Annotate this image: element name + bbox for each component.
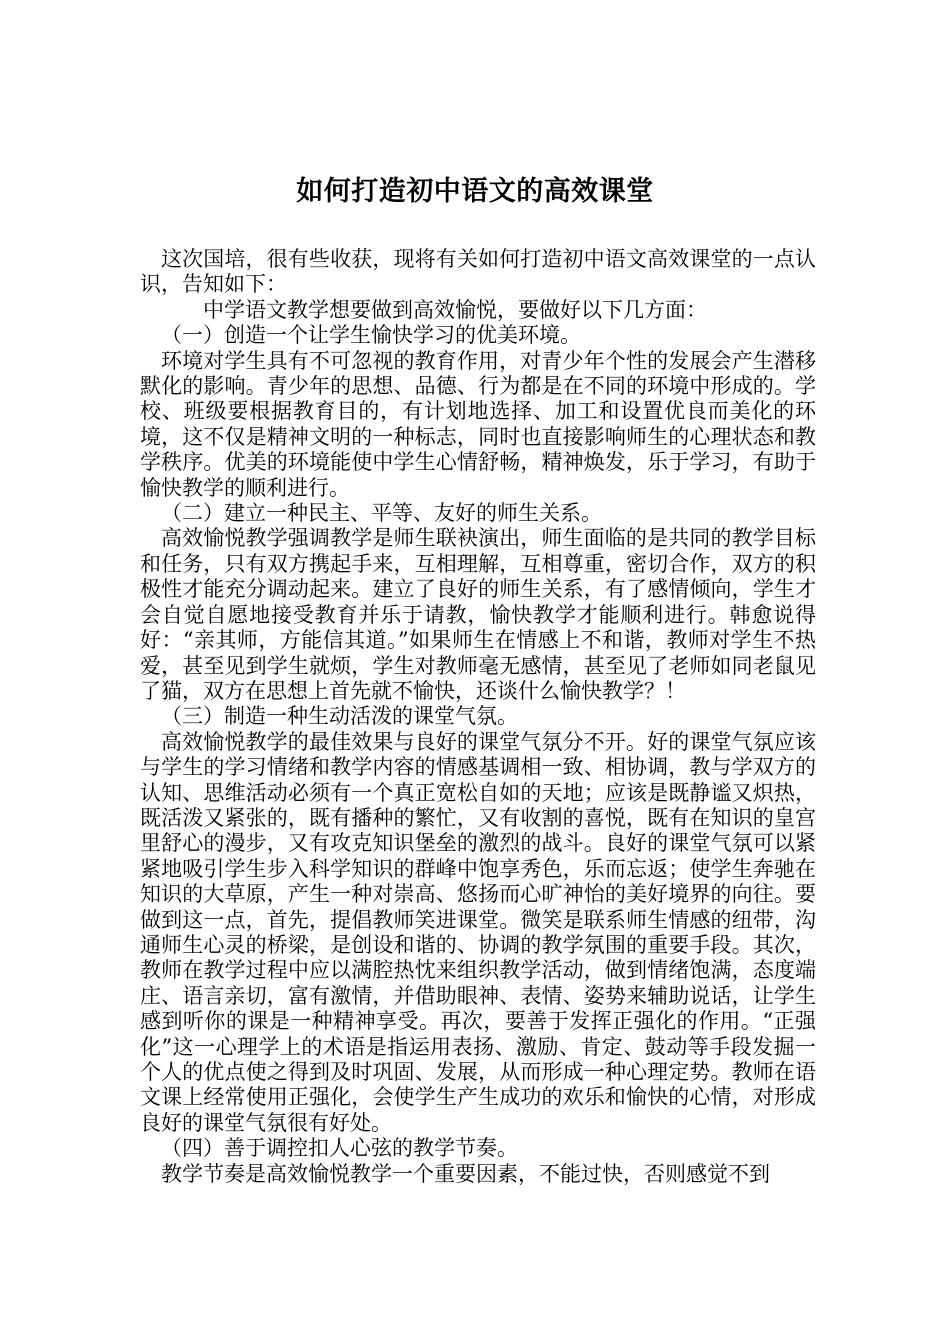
section-body-3: 高效愉悦教学的最佳效果与良好的课堂气氛分不开。好的课堂气氛应该与学生的学习情绪和教学内容的情感基调相一致、相协调，教与学双方的认知、思维活动必须有一个真正宽松自如的天地；应该是既静谧又炽热，既活泼又紧张的，既有播种的繁忙，又有收割的喜悦，既有在知识的皇宫里舒心的漫步，又有攻克知识堡垒的激烈的战斗。良好的课堂气氛可以紧紧地吸引学生步入科学知识的群峰中饱享秀色，乐而忘返；使学生奔驰在知识的大草原，产生一种对崇高、悠扬而心旷神怡的美好境界的向往。要做到这一点，首先，提倡教师笑进课堂。微笑是联系师生情感的纽带，沟通师生心灵的桥梁，是创设和谐的、协调的教学氛围的重要手段。其次，教师在教学过程中应以满腔热忱来组织教学活动，做到情绪饱满，态度端庄、语言亲切，富有激情，并借助眼神、表情、姿势来辅助说话，让学生感到听你的课是一种精神享受。再次，要善于发挥正强化的作用。“正强化”这一心理学上的术语是指运用表扬、激励、肯定、鼓动等手段发掘一个人的优点使之得到及时巩固、发展，从而形成一种心理定势。教师在语文课上经常使用正强化，会使学生产生成功的欢乐和愉快的心情，对形成良好的课堂气氛很有好处。 bbox=[140, 729, 816, 1135]
section-heading-1: （一）创造一个让学生愉快学习的优美环境。 bbox=[161, 323, 581, 348]
document-title: 如何打造初中语文的高效课堂 bbox=[296, 176, 654, 208]
section-body-4: 教学节奏是高效愉悦教学一个重要因素，不能过快，否则感觉不到 bbox=[161, 1161, 770, 1186]
section-heading-2: （二）建立一种民主、平等、友好的师生关系。 bbox=[161, 501, 602, 526]
document-body bbox=[140, 247, 816, 1187]
intro-paragraph: 这次国培，很有些收获，现将有关如何打造初中语文高效课堂的一点认识，告知如下： bbox=[140, 247, 816, 297]
section-heading-3: （三）制造一种生动活泼的课堂气氛。 bbox=[161, 704, 518, 729]
section-body-2: 高效愉悦教学强调教学是师生联袂演出，师生面临的是共同的教学目标和任务，只有双方携起手来，互相理解，互相尊重，密切合作，双方的积极性才能充分调动起来。建立了良好的师生关系，有了感情倾向，学生才会自觉自愿地接受教育并乐于请教，愉快教学才能顺利进行。韩愈说得好：“亲其师，方能信其道。”如果师生在情感上不和谐，教师对学生不热爱，甚至见到学生就烦，学生对教师毫无感情，甚至见了老师如同老鼠见了猫，双方在思想上首先就不愉快，还谈什么愉快教学？！ bbox=[140, 526, 816, 703]
section-body-1: 环境对学生具有不可忽视的教育作用，对青少年个性的发展会产生潜移默化的影响。青少年的思想、品德、行为都是在不同的环境中形成的。学校、班级要根据教育目的，有计划地选择、加工和设置优良而美化的环境，这不仅是精神文明的一种标志，同时也直接影响师生的心理状态和教学秩序。优美的环境能使中学生心情舒畅，精神焕发，乐于学习，有助于愉快教学的顺利进行。 bbox=[140, 348, 816, 500]
overview-paragraph: 中学语文教学想要做到高效愉悦，要做好以下几方面： bbox=[203, 297, 707, 322]
section-heading-4: （四）善于调控扣人心弦的教学节奏。 bbox=[161, 1136, 518, 1161]
